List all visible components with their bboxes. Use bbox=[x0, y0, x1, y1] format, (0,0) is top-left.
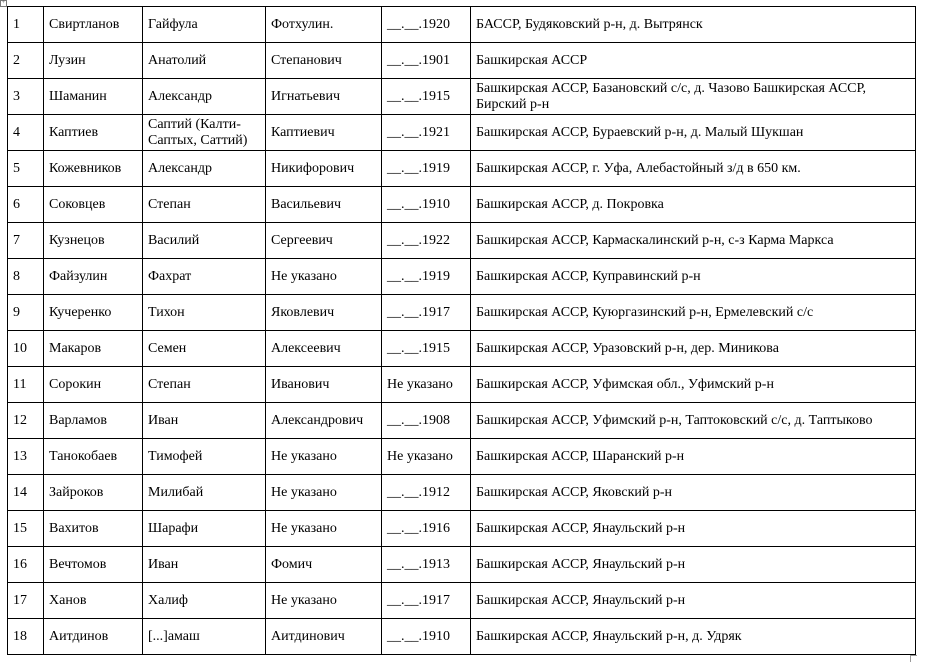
cell-number: 12 bbox=[8, 403, 44, 439]
table-row bbox=[8, 367, 916, 403]
cell-birth-date: __.__.1921 bbox=[382, 115, 471, 151]
table-row bbox=[8, 619, 916, 655]
cell-surname: Варламов bbox=[44, 403, 143, 439]
cell-surname: Файзулин bbox=[44, 259, 143, 295]
cell-patronymic: Каптиевич bbox=[266, 115, 382, 151]
cell-birth-date: __.__.1919 bbox=[382, 151, 471, 187]
cell-number: 2 bbox=[8, 43, 44, 79]
cell-patronymic: Сергеевич bbox=[266, 223, 382, 259]
cell-birth-date: __.__.1916 bbox=[382, 511, 471, 547]
cell-birth-date: __.__.1910 bbox=[382, 187, 471, 223]
cell-birth-date: __.__.1920 bbox=[382, 7, 471, 43]
table-row bbox=[8, 475, 916, 511]
cell-birth-place: Башкирская АССР, Куюргазинский р-н, Ермелевский с/с bbox=[471, 295, 916, 331]
cell-surname: Танокобаев bbox=[44, 439, 143, 475]
table-move-handle-icon[interactable]: + bbox=[1, 0, 6, 6]
cell-number: 4 bbox=[8, 115, 44, 151]
cell-surname: Аитдинов bbox=[44, 619, 143, 655]
cell-birth-place: Башкирская АССР, г. Уфа, Алебастойный з/д в 650 км. bbox=[471, 151, 916, 187]
cell-birth-place: Башкирская АССР, д. Покровка bbox=[471, 187, 916, 223]
cell-given-name: Милибай bbox=[143, 475, 266, 511]
cell-surname: Кузнецов bbox=[44, 223, 143, 259]
cell-surname: Ханов bbox=[44, 583, 143, 619]
table-row bbox=[8, 79, 916, 115]
cell-patronymic: Никифорович bbox=[266, 151, 382, 187]
cell-number: 3 bbox=[8, 79, 44, 115]
table-row bbox=[8, 583, 916, 619]
roster-table-body bbox=[8, 7, 916, 655]
cell-patronymic: Александрович bbox=[266, 403, 382, 439]
cell-patronymic: Фотхулин. bbox=[266, 7, 382, 43]
cell-patronymic: Васильевич bbox=[266, 187, 382, 223]
table-row bbox=[8, 259, 916, 295]
cell-given-name: Анатолий bbox=[143, 43, 266, 79]
cell-surname: Кучеренко bbox=[44, 295, 143, 331]
table-row bbox=[8, 7, 916, 43]
cell-surname: Свиртланов bbox=[44, 7, 143, 43]
cell-number: 10 bbox=[8, 331, 44, 367]
cell-birth-place: Башкирская АССР, Янаульский р-н bbox=[471, 583, 916, 619]
cell-patronymic: Не указано bbox=[266, 583, 382, 619]
cell-given-name: Александр bbox=[143, 151, 266, 187]
cell-given-name: Иван bbox=[143, 547, 266, 583]
table-row bbox=[8, 295, 916, 331]
table-row bbox=[8, 187, 916, 223]
cell-birth-date: __.__.1901 bbox=[382, 43, 471, 79]
cell-surname: Вечтомов bbox=[44, 547, 143, 583]
cell-given-name: Александр bbox=[143, 79, 266, 115]
roster-table bbox=[7, 6, 916, 655]
table-row bbox=[8, 223, 916, 259]
cell-birth-date: __.__.1910 bbox=[382, 619, 471, 655]
cell-number: 9 bbox=[8, 295, 44, 331]
cell-given-name: Халиф bbox=[143, 583, 266, 619]
cell-birth-place: Башкирская АССР, Бураевский р-н, д. Малый Шукшан bbox=[471, 115, 916, 151]
cell-number: 18 bbox=[8, 619, 44, 655]
cell-birth-place: БАССР, Будяковский р-н, д. Вытрянск bbox=[471, 7, 916, 43]
cell-birth-place: Башкирская АССР, Уфимская обл., Уфимский р-н bbox=[471, 367, 916, 403]
cell-patronymic: Не указано bbox=[266, 439, 382, 475]
cell-number: 16 bbox=[8, 547, 44, 583]
table-row bbox=[8, 43, 916, 79]
table-row bbox=[8, 547, 916, 583]
cell-given-name: Саптий (Калти-Саптых, Саттий) bbox=[143, 115, 266, 151]
cell-number: 1 bbox=[8, 7, 44, 43]
cell-number: 8 bbox=[8, 259, 44, 295]
table-row bbox=[8, 511, 916, 547]
cell-number: 15 bbox=[8, 511, 44, 547]
cell-birth-date: __.__.1912 bbox=[382, 475, 471, 511]
cell-surname: Вахитов bbox=[44, 511, 143, 547]
cell-birth-date: Не указано bbox=[382, 439, 471, 475]
cell-given-name: Семен bbox=[143, 331, 266, 367]
cell-surname: Кожевников bbox=[44, 151, 143, 187]
cell-patronymic: Не указано bbox=[266, 475, 382, 511]
cell-patronymic: Алексеевич bbox=[266, 331, 382, 367]
cell-given-name: Гайфула bbox=[143, 7, 266, 43]
table-row bbox=[8, 403, 916, 439]
table-row bbox=[8, 331, 916, 367]
cell-given-name: Тимофей bbox=[143, 439, 266, 475]
cell-birth-date: Не указано bbox=[382, 367, 471, 403]
cell-patronymic: Яковлевич bbox=[266, 295, 382, 331]
cell-birth-place: Башкирская АССР, Янаульский р-н bbox=[471, 511, 916, 547]
document-corner-mark bbox=[910, 655, 917, 662]
table-row bbox=[8, 151, 916, 187]
cell-patronymic: Фомич bbox=[266, 547, 382, 583]
cell-given-name: Иван bbox=[143, 403, 266, 439]
cell-birth-date: __.__.1917 bbox=[382, 295, 471, 331]
cell-birth-place: Башкирская АССР, Базановский с/с, д. Чазово Башкирская АССР, Бирский р-н bbox=[471, 79, 916, 115]
cell-birth-place: Башкирская АССР, Уфимский р-н, Таптоковский с/с, д. Таптыково bbox=[471, 403, 916, 439]
cell-birth-date: __.__.1913 bbox=[382, 547, 471, 583]
cell-given-name: Фахрат bbox=[143, 259, 266, 295]
cell-birth-place: Башкирская АССР, Яковский р-н bbox=[471, 475, 916, 511]
cell-surname: Зайроков bbox=[44, 475, 143, 511]
cell-given-name: Степан bbox=[143, 187, 266, 223]
cell-birth-date: __.__.1922 bbox=[382, 223, 471, 259]
cell-surname: Каптиев bbox=[44, 115, 143, 151]
cell-number: 6 bbox=[8, 187, 44, 223]
cell-birth-place: Башкирская АССР, Уразовский р-н, дер. Миникова bbox=[471, 331, 916, 367]
cell-number: 7 bbox=[8, 223, 44, 259]
cell-patronymic: Игнатьевич bbox=[266, 79, 382, 115]
cell-patronymic: Аитдинович bbox=[266, 619, 382, 655]
cell-given-name: Степан bbox=[143, 367, 266, 403]
cell-surname: Сорокин bbox=[44, 367, 143, 403]
cell-birth-place: Башкирская АССР, Янаульский р-н, д. Удряк bbox=[471, 619, 916, 655]
cell-birth-place: Башкирская АССР bbox=[471, 43, 916, 79]
cell-number: 14 bbox=[8, 475, 44, 511]
cell-surname: Макаров bbox=[44, 331, 143, 367]
cell-patronymic: Степанович bbox=[266, 43, 382, 79]
cell-birth-date: __.__.1917 bbox=[382, 583, 471, 619]
cell-given-name: Шарафи bbox=[143, 511, 266, 547]
cell-number: 17 bbox=[8, 583, 44, 619]
cell-birth-place: Башкирская АССР, Куправинский р-н bbox=[471, 259, 916, 295]
cell-number: 11 bbox=[8, 367, 44, 403]
cell-birth-place: Башкирская АССР, Кармаскалинский р-н, с-з Карма Маркса bbox=[471, 223, 916, 259]
cell-patronymic: Не указано bbox=[266, 511, 382, 547]
cell-given-name: Тихон bbox=[143, 295, 266, 331]
cell-surname: Шаманин bbox=[44, 79, 143, 115]
cell-birth-date: __.__.1915 bbox=[382, 79, 471, 115]
cell-given-name: [...]амаш bbox=[143, 619, 266, 655]
cell-birth-place: Башкирская АССР, Шаранский р-н bbox=[471, 439, 916, 475]
cell-birth-date: __.__.1908 bbox=[382, 403, 471, 439]
cell-surname: Лузин bbox=[44, 43, 143, 79]
cell-birth-place: Башкирская АССР, Янаульский р-н bbox=[471, 547, 916, 583]
cell-patronymic: Иванович bbox=[266, 367, 382, 403]
cell-birth-date: __.__.1919 bbox=[382, 259, 471, 295]
cell-surname: Соковцев bbox=[44, 187, 143, 223]
cell-number: 5 bbox=[8, 151, 44, 187]
cell-birth-date: __.__.1915 bbox=[382, 331, 471, 367]
table-row bbox=[8, 115, 916, 151]
table-row bbox=[8, 439, 916, 475]
cell-number: 13 bbox=[8, 439, 44, 475]
cell-given-name: Василий bbox=[143, 223, 266, 259]
cell-patronymic: Не указано bbox=[266, 259, 382, 295]
